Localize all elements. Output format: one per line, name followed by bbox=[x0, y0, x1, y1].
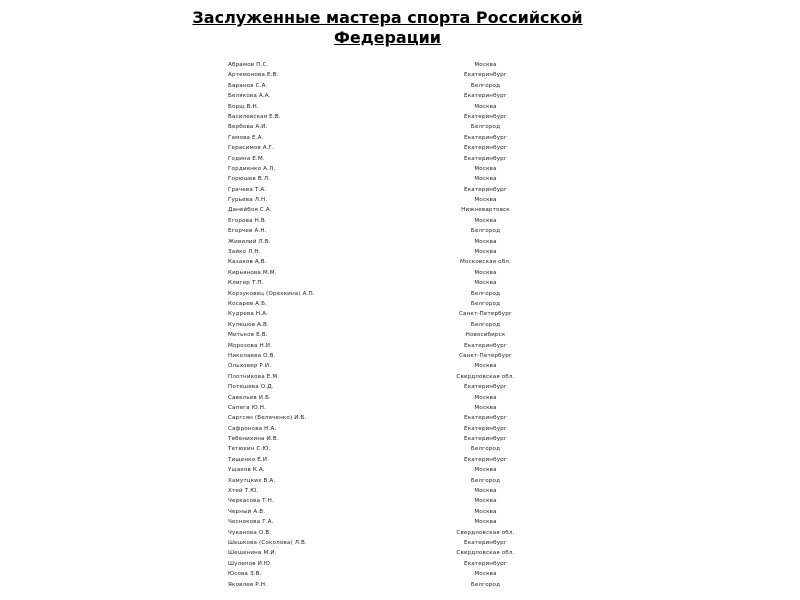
athlete-name: Саргсян (Беляченко) И.Б. bbox=[228, 415, 307, 422]
athlete-name: Вербова А.И. bbox=[228, 124, 268, 131]
athlete-city: Москва bbox=[474, 394, 497, 401]
athlete-city: Москва bbox=[474, 249, 497, 256]
athlete-name: Василевская Е.В. bbox=[228, 113, 281, 120]
athlete-name: Чеснокова Г.А. bbox=[228, 519, 274, 526]
list-item bbox=[228, 351, 568, 361]
list-item bbox=[228, 185, 568, 195]
athlete-city: Екатеринбург bbox=[464, 456, 507, 463]
athlete-city: Свердловская обл. bbox=[456, 373, 515, 380]
athlete-city: Екатеринбург bbox=[464, 436, 507, 443]
athlete-city: Екатеринбург bbox=[464, 186, 507, 193]
athlete-name: Ушаков К.А. bbox=[228, 467, 265, 474]
list-item bbox=[228, 361, 568, 371]
list-item bbox=[228, 413, 568, 423]
athlete-name: Шулепов И.Ю. bbox=[228, 560, 273, 567]
list-item bbox=[228, 455, 568, 465]
list-item bbox=[228, 548, 568, 558]
list-item bbox=[228, 133, 568, 143]
athlete-name: Кирьянова М.М. bbox=[228, 269, 277, 276]
athlete-name: Горюшев В.Л. bbox=[228, 176, 271, 183]
athlete-city: Москва bbox=[474, 217, 497, 224]
list-item bbox=[228, 580, 568, 590]
athlete-city: Москва bbox=[474, 488, 497, 495]
list-item bbox=[228, 434, 568, 444]
athlete-name: Савельев И.Б. bbox=[228, 394, 271, 401]
athlete-city: Свердловская обл. bbox=[456, 550, 515, 557]
list-item bbox=[228, 382, 568, 392]
list-item bbox=[228, 70, 568, 80]
athlete-name: Герасимов А.Г. bbox=[228, 145, 275, 152]
list-item bbox=[228, 476, 568, 486]
athlete-name: Митьков Е.В. bbox=[228, 332, 268, 339]
list-item bbox=[228, 195, 568, 205]
list-item bbox=[228, 268, 568, 278]
athlete-city: Москва bbox=[474, 571, 497, 578]
list-item bbox=[228, 424, 568, 434]
list-item bbox=[228, 444, 568, 454]
list-item bbox=[228, 122, 568, 132]
athlete-name: Гамова Е.А. bbox=[228, 134, 264, 141]
athlete-name: Потешева О.Д. bbox=[228, 384, 274, 391]
athlete-name: Ольховер Р.И. bbox=[228, 363, 272, 370]
athlete-city: Екатеринбург bbox=[464, 560, 507, 567]
athlete-city: Москва bbox=[474, 62, 497, 68]
athlete-name: Кулешов А.В. bbox=[228, 321, 269, 328]
athlete-city: Белгород bbox=[470, 321, 501, 328]
athlete-city: Белгород bbox=[470, 477, 501, 484]
list-item bbox=[228, 289, 568, 299]
list-item bbox=[228, 330, 568, 340]
list-item bbox=[228, 164, 568, 174]
page-title: Заслуженные мастера спорта Российской Федерации bbox=[192, 8, 583, 47]
athlete-name: Черный А.В. bbox=[228, 508, 266, 515]
athlete-name: Николаева О.В. bbox=[228, 352, 276, 359]
athlete-name: Черкасова Т.Н. bbox=[228, 498, 274, 505]
athletes-list bbox=[228, 60, 568, 590]
athlete-city: Екатеринбург bbox=[464, 134, 507, 141]
list-item bbox=[228, 341, 568, 351]
athlete-city: Москва bbox=[474, 467, 497, 474]
list-item bbox=[228, 237, 568, 247]
athlete-city: Екатеринбург bbox=[464, 72, 507, 79]
athlete-name: Тетюхин С.Ю. bbox=[228, 446, 271, 453]
list-item bbox=[228, 205, 568, 215]
list-item bbox=[228, 102, 568, 112]
athlete-city: Москва bbox=[474, 165, 497, 172]
athlete-name: Хамутцких В.А. bbox=[228, 477, 276, 484]
list-item bbox=[228, 257, 568, 267]
list-item bbox=[228, 403, 568, 413]
list-item bbox=[228, 372, 568, 382]
athlete-city: Москва bbox=[474, 363, 497, 370]
athlete-city: Белгород bbox=[470, 290, 501, 297]
athlete-name: Сапега Ю.Н. bbox=[228, 404, 267, 411]
list-item bbox=[228, 559, 568, 569]
athlete-name: Корзуковец (Орехкина) А.П. bbox=[228, 290, 315, 297]
athlete-city: Санкт-Петербург bbox=[458, 311, 513, 318]
list-item bbox=[228, 517, 568, 527]
athlete-name: Грачева Т.А. bbox=[228, 186, 267, 193]
list-item bbox=[228, 309, 568, 319]
athlete-name: Гордиенко А.Л. bbox=[228, 165, 276, 172]
athlete-name: Кудрева Н.А. bbox=[228, 311, 269, 318]
athlete-city: Белгород bbox=[470, 228, 501, 235]
athlete-city: Белгород bbox=[470, 581, 501, 588]
list-item bbox=[228, 112, 568, 122]
list-item bbox=[228, 226, 568, 236]
list-item bbox=[228, 174, 568, 184]
athlete-city: Екатеринбург bbox=[464, 384, 507, 391]
athlete-city: Москва bbox=[474, 269, 497, 276]
athlete-city: Екатеринбург bbox=[464, 145, 507, 152]
athlete-city: Нижневартовск bbox=[461, 207, 510, 214]
athlete-name: Клигер Т.П. bbox=[228, 280, 264, 287]
athlete-name: Зайко Л.Н. bbox=[228, 249, 261, 256]
athlete-city: Москва bbox=[474, 280, 497, 287]
athlete-name: Казаков А.В. bbox=[228, 259, 267, 266]
athlete-name: Белякова А.А. bbox=[228, 93, 271, 100]
athlete-name: Хтей Т.Ю. bbox=[228, 488, 259, 495]
athlete-city: Екатеринбург bbox=[464, 425, 507, 432]
list-item bbox=[228, 278, 568, 288]
athlete-name: Чуканова О.В. bbox=[228, 529, 272, 536]
athlete-city: Белгород bbox=[470, 446, 501, 453]
list-item bbox=[228, 91, 568, 101]
athlete-name: Борщ В.Н. bbox=[228, 103, 259, 110]
list-item bbox=[228, 507, 568, 517]
athlete-name: Яковлев Р.Н. bbox=[228, 581, 268, 588]
list-item bbox=[228, 143, 568, 153]
athlete-name: Косарев А.Б. bbox=[228, 300, 267, 307]
athlete-city: Московская обл. bbox=[460, 259, 511, 266]
athlete-name: Гурьева Л.Н. bbox=[228, 197, 268, 204]
athlete-city: Белгород bbox=[470, 300, 501, 307]
athlete-city: Москва bbox=[474, 519, 497, 526]
athlete-city: Екатеринбург bbox=[464, 415, 507, 422]
list-item bbox=[228, 496, 568, 506]
list-item bbox=[228, 486, 568, 496]
athlete-name: Егорчев А.Н. bbox=[228, 228, 267, 235]
athlete-city: Екатеринбург bbox=[464, 113, 507, 120]
athlete-city: Екатеринбург bbox=[464, 93, 507, 100]
athlete-name: Артемонова Е.В. bbox=[228, 72, 279, 79]
athlete-city: Санкт-Петербург bbox=[458, 352, 513, 359]
list-item bbox=[228, 247, 568, 257]
list-item bbox=[228, 154, 568, 164]
athlete-city: Москва bbox=[474, 238, 497, 245]
list-item bbox=[228, 216, 568, 226]
list-item bbox=[228, 393, 568, 403]
athlete-city: Москва bbox=[474, 508, 497, 515]
athlete-city: Москва bbox=[474, 197, 497, 204]
athlete-city: Новосибирск bbox=[465, 332, 506, 339]
athlete-name: Тебенихина И.В. bbox=[228, 436, 279, 443]
athlete-name: Морозова Н.И. bbox=[228, 342, 273, 349]
athlete-name: Живилий Л.В. bbox=[228, 238, 271, 245]
athlete-name: Абрамов П.С. bbox=[228, 62, 269, 68]
athlete-name: Шешенина М.И. bbox=[228, 550, 277, 557]
list-item bbox=[228, 569, 568, 579]
athlete-name: Шешкова (Соколова) Л.В. bbox=[228, 539, 307, 546]
athlete-name: Баранов С.А. bbox=[228, 82, 268, 89]
athlete-city: Свердловская обл. bbox=[456, 529, 515, 536]
list-item bbox=[228, 528, 568, 538]
list-item bbox=[228, 538, 568, 548]
list-item bbox=[228, 60, 568, 70]
athlete-name: Година Е.М. bbox=[228, 155, 265, 162]
athlete-city: Москва bbox=[474, 176, 497, 183]
athlete-name: Егорова Н.В. bbox=[228, 217, 267, 224]
list-item bbox=[228, 81, 568, 91]
athlete-city: Москва bbox=[474, 103, 497, 110]
list-item bbox=[228, 465, 568, 475]
athlete-city: Екатеринбург bbox=[464, 539, 507, 546]
athlete-name: Данейбоя С.А. bbox=[228, 207, 272, 214]
athlete-city: Белгород bbox=[470, 124, 501, 131]
athlete-name: Юсова З.В. bbox=[228, 571, 262, 578]
list-item bbox=[228, 320, 568, 330]
athlete-city: Екатеринбург bbox=[464, 155, 507, 162]
list-item bbox=[228, 299, 568, 309]
athlete-city: Белгород bbox=[470, 82, 501, 89]
athlete-city: Москва bbox=[474, 404, 497, 411]
athlete-name: Сафронова Н.А. bbox=[228, 425, 277, 432]
athlete-city: Екатеринбург bbox=[464, 342, 507, 349]
athlete-city: Москва bbox=[474, 498, 497, 505]
athlete-name: Тищенко Е.И. bbox=[228, 456, 270, 463]
athlete-name: Плотникова Е.М. bbox=[228, 373, 280, 380]
